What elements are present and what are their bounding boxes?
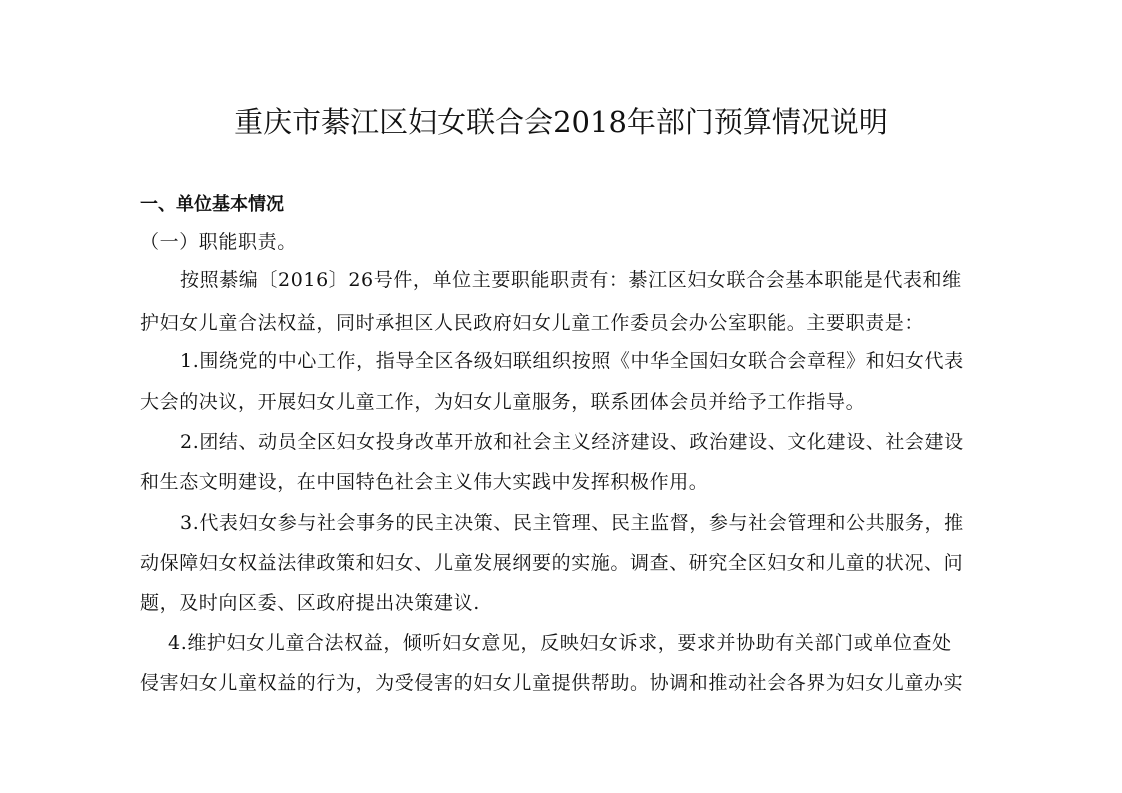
paragraph-line: 动保障妇女权益法律政策和妇女、儿童发展纲要的实施。调查、研究全区妇女和儿童的状况、问	[140, 552, 964, 574]
paragraph-line: 2.团结、动员全区妇女投身改革开放和社会主义经济建设、政治建设、文化建设、社会建设	[180, 431, 964, 453]
paragraph-line: 护妇女儿童合法权益，同时承担区人民政府妇女儿童工作委员会办公室职能。主要职责是：	[140, 312, 925, 334]
paragraph-line: 4.维护妇女儿童合法权益，倾听妇女意见，反映妇女诉求，要求并协助有关部门或单位查处	[168, 632, 952, 654]
paragraph-line: 按照綦编〔2016〕26号件，单位主要职能职责有：綦江区妇女联合会基本职能是代表和维	[180, 269, 962, 291]
paragraph-line: 3.代表妇女参与社会事务的民主决策、民主管理、民主监督，参与社会管理和公共服务，推	[180, 512, 964, 534]
paragraph-line: 大会的决议，开展妇女儿童工作，为妇女儿童服务，联系团体会员并给予工作指导。	[140, 391, 866, 413]
paragraph-line: 和生态文明建设，在中国特色社会主义伟大实践中发挥积极作用。	[140, 471, 709, 493]
subsection-heading: （一）职能职责。	[140, 231, 297, 253]
paragraph-line: 侵害妇女儿童权益的行为，为受侵害的妇女儿童提供帮助。协调和推动社会各界为妇女儿童办实	[140, 672, 964, 694]
paragraph-line: 1.围绕党的中心工作，指导全区各级妇联组织按照《中华全国妇女联合会章程》和妇女代表	[180, 350, 964, 372]
paragraph-line: 题，及时向区委、区政府提出决策建议.	[140, 592, 480, 614]
page-title: 重庆市綦江区妇女联合会2018年部门预算情况说明	[234, 105, 888, 139]
section-heading: 一、单位基本情况	[140, 194, 284, 215]
